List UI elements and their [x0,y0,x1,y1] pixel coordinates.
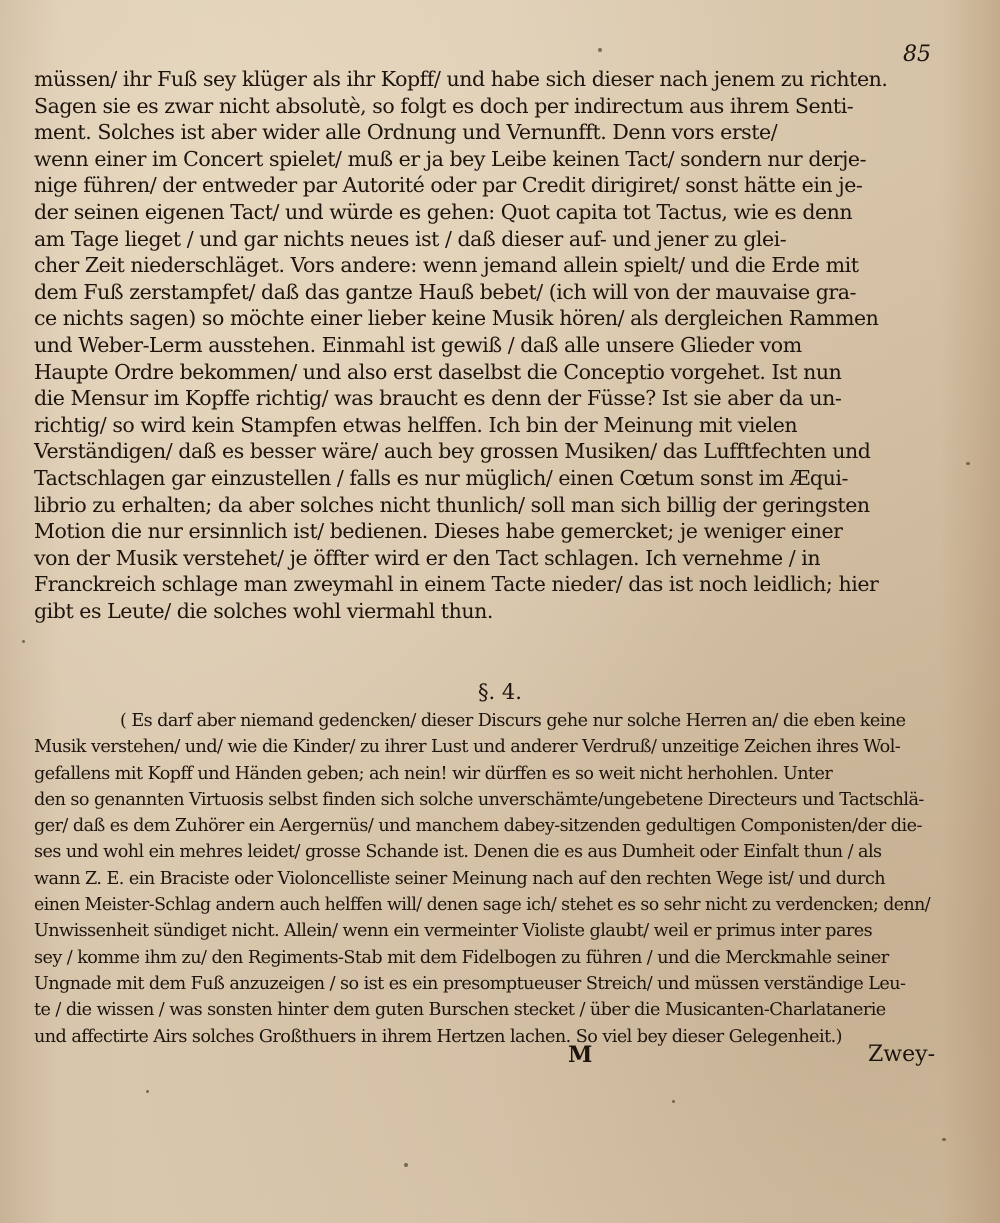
text-line: Haupte Ordre bekommen/ und also erst daselbst die Conceptio vorgehet. Ist nun [34,359,842,384]
paper-speck [146,1090,149,1093]
paper-speck [22,640,25,643]
text-line: Franckreich schlage man zweymahl in einem Tacte nieder/ das ist noch leidlich; hier [34,572,879,597]
note-text-block [34,708,940,1050]
text-line: Verständigen/ daß es besser wäre/ auch bey grossen Musiken/ das Lufftfechten und [34,439,871,464]
note-line: ses und wohl ein mehres leidet/ grosse Schande ist. Denen die es aus Dumheit oder Einfalt thun / als [34,842,882,863]
text-line: Tactschlagen gar einzustellen / falls es nur müglich/ einen Cœtum sonst im Æqui- [34,465,848,490]
text-line: von der Musik verstehet/ je öffter wird er den Tact schlagen. Ich vernehme / in [34,545,821,570]
signature-mark: M [568,1042,593,1068]
paper-speck [404,1163,408,1167]
text-line: nige führen/ der entweder par Autorité oder par Credit dirigiret/ sonst hätte ein je- [34,173,863,198]
note-line: Musik verstehen/ und/ wie die Kinder/ zu ihrer Lust und anderer Verdruß/ unzeitige Zeichen ihres Wol- [34,737,901,758]
catchword: Zwey- [868,1042,935,1067]
paper-speck [966,462,970,465]
text-line: wenn einer im Concert spielet/ muß er ja bey Leibe keinen Tact/ sondern nur derje- [34,146,867,171]
text-line: der seinen eigenen Tact/ und würde es gehen: Quot capita tot Tactus, wie es denn [34,199,853,224]
text-line: am Tage lieget / und gar nichts neues ist / daß dieser auf- und jener zu glei- [34,226,787,251]
note-line: und affectirte Airs solches Großthuers in ihrem Hertzen lachen. So viel bey dieser Gelegenheit.) [34,1026,842,1047]
paper-speck [598,48,602,52]
text-line: ment. Solches ist aber wider alle Ordnung und Vernunfft. Denn vors erste/ [34,120,778,145]
note-line: ger/ daß es dem Zuhörer ein Aergernüs/ und manchem dabey-sitzenden gedultigen Componisten/der die- [34,816,922,837]
text-line: die Mensur im Kopffe richtig/ was braucht es denn der Füsse? Ist sie aber da un- [34,386,842,411]
text-line: Motion die nur ersinnlich ist/ bedienen. Dieses habe gemercket; je weniger einer [34,519,843,544]
note-line: den so genannten Virtuosis selbst finden sich solche unverschämte/ungebetene Directeurs und Tactschlä- [34,789,924,810]
paper-speck [942,1138,946,1141]
paper-speck [672,1100,675,1103]
text-line: gibt es Leute/ die solches wohl viermahl thun. [34,598,493,623]
note-line: wann Z. E. ein Braciste oder Violoncelliste seiner Meinung nach auf den rechten Wege ist/ und durch [34,868,886,889]
text-line: Sagen sie es zwar nicht absolutè, so folgt es doch per indirectum aus ihrem Senti- [34,93,854,118]
note-line: Unwissenheit sündiget nicht. Allein/ wenn ein vermeinter Violiste glaubt/ weil er primus inter pares [34,921,873,942]
note-line: ( Es darf aber niemand gedencken/ dieser Discurs gehe nur solche Herren an/ die eben keine [120,711,906,731]
text-line: richtig/ so wird kein Stampfen etwas helffen. Ich bin der Meinung mit vielen [34,412,798,437]
note-line: einen Meister-Schlag andern auch helffen will/ denen sage ich/ stehet es so sehr nicht zu verdencken; denn/ [34,895,931,916]
text-line: und Weber-Lerm ausstehen. Einmahl ist gewiß / daß alle unsere Glieder vom [34,332,802,357]
note-line: Ungnade mit dem Fuß anzuzeigen / so ist es ein presomptueuser Streich/ und müssen verständige Leu- [34,973,906,994]
text-line: ce nichts sagen) so möchte einer lieber keine Musik hören/ als dergleichen Rammen [34,306,879,331]
text-line: librio zu erhalten; da aber solches nicht thunlich/ soll man sich billig der geringsten [34,492,870,517]
text-line: müssen/ ihr Fuß sey klüger als ihr Kopff/ und habe sich dieser nach jenem zu richten. [34,67,888,91]
note-line: sey / komme ihm zu/ den Regiments-Stab mit dem Fidelbogen zu führen / und die Merckmahle seiner [34,947,889,968]
section-heading: §. 4. [478,680,522,704]
note-line: te / die wissen / was sonsten hinter dem guten Burschen stecket / über die Musicanten-Charlatanerie [34,1000,886,1021]
note-line: gefallens mit Kopff und Händen geben; ach nein! wir dürffen es so weit nicht herhohlen. Unter [34,763,833,784]
page-number: 85 [903,42,931,67]
main-text-block [34,66,940,624]
text-line: dem Fuß zerstampfet/ daß das gantze Hauß bebet/ (ich will von der mauvaise gra- [34,279,856,304]
text-line: cher Zeit niederschläget. Vors andere: wenn jemand allein spielt/ und die Erde mit [34,253,859,278]
